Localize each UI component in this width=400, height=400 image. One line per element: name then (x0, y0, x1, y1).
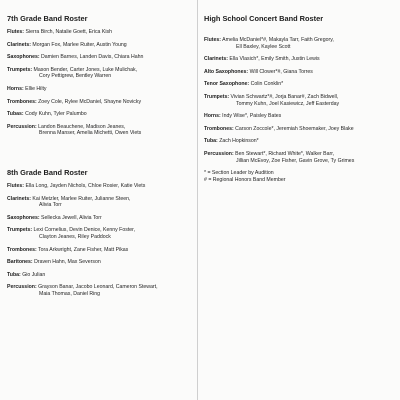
member-names: Mason Bender, Carter Jones, Luke Mulichak, (33, 66, 138, 73)
roster-entry (7, 259, 194, 266)
member-names: Morgan Fox, Marlee Ruiter, Austin Young (32, 41, 127, 48)
roster-entry (204, 81, 396, 88)
instrument-label: Baritones: (7, 259, 33, 266)
instrument-label: Trombones: (204, 125, 234, 132)
instrument-label: Percussion: (7, 123, 37, 130)
instrument-label: Saxophones: (7, 54, 40, 61)
roster-entry (204, 113, 396, 120)
roster-entry (204, 56, 396, 63)
roster-entry (7, 183, 194, 190)
instrument-label: Flutes: (7, 29, 25, 35)
member-names: Ella Vlasich*, Emily Smith, Justin Lewis (229, 56, 320, 63)
roster-entry (7, 124, 194, 137)
hs-title: High School Concert Band Roster (204, 14, 324, 23)
member-names-continued: Alivia Torr (39, 202, 62, 209)
instrument-label: Tuba: (7, 271, 21, 278)
member-names-continued: Cory Pettigrew, Bentley Warren (39, 73, 112, 80)
member-names: Ella Long, Jayden Nichols, Chloe Rosier, Katie Viets (25, 183, 146, 189)
instrument-label: Flutes: (7, 183, 25, 189)
legend-note: # = Regional Honors Band Member (204, 176, 286, 183)
roster-entry (204, 37, 396, 50)
member-names: Tora Arkwright, Zane Fisher, Matt Pikas (38, 246, 129, 253)
instrument-label: Clarinets: (7, 41, 31, 48)
member-names: Indy Wise*, Paisley Bates (222, 113, 282, 120)
member-names-continued: Ell Baxley, Kaylee Scott (236, 43, 291, 50)
member-names-continued: Tommy Kuhn, Joel Kasiewicz, Jeff Easterday (236, 100, 340, 107)
instrument-label: Trumpets: (7, 66, 33, 73)
instrument-label: Clarinets: (7, 195, 31, 202)
member-names: Ben Stewart*, Richard White*, Walker Barr, (235, 150, 335, 157)
instrument-label: Percussion: (204, 150, 234, 157)
roster-entry (7, 272, 194, 279)
member-names: Vivian Schwartz*#, Jorja Banar#, Zach Bidwell, (230, 93, 339, 100)
member-names: Zoey Cole, Rylee McDaniel, Shayne Novicky (38, 98, 142, 105)
grade8-title: 8th Grade Band Roster (7, 168, 88, 177)
member-names: Sellecka Jewell, Alivia Torr (41, 214, 102, 221)
member-names: Carson Zoccole*, Jeremiah Shoemaker, Joey Blake (235, 125, 354, 132)
member-names-continued: Jillian McEvoy, Zoe Fisher, Gavin Grove, Ty Grimes (236, 157, 355, 164)
legend-note: * = Section Leader by Audition (204, 170, 274, 177)
roster-entry (7, 111, 194, 118)
hs-roster (204, 14, 396, 183)
roster-entry (7, 284, 194, 297)
instrument-label: Trumpets: (204, 93, 230, 100)
roster-entry (204, 69, 396, 76)
roster-entry (7, 227, 194, 240)
member-names: Will Clower*#, Giana Torres (249, 68, 313, 75)
roster-entry (7, 54, 194, 61)
member-names-continued: Maia Thomas, Daniel Ring (39, 290, 101, 297)
roster-entry (204, 94, 396, 107)
roster-entry (7, 99, 194, 106)
member-names: Sierra Birch, Natalie Goett, Erica Kish (25, 29, 112, 35)
instrument-label: Tenor Saxophone: (204, 81, 250, 88)
member-names: Draven Hahn, Max Severson (34, 259, 101, 266)
member-names-continued: Clayton Jeanes, Riley Paddock (39, 233, 111, 240)
roster-entry (7, 67, 194, 80)
column-divider (197, 0, 198, 400)
instrument-label: Tubas: (7, 111, 24, 118)
roster-entry (7, 42, 194, 49)
member-names: Lexi Cornelius, Devin Denice, Kenny Foster, (33, 227, 136, 234)
roster-entry (204, 151, 396, 164)
instrument-label: Tuba: (204, 138, 218, 145)
member-names: Kai Metzler, Marlee Ruiter, Julianne Steen, (32, 195, 131, 202)
roster-entry (204, 138, 396, 145)
instrument-label: Flutes: (204, 37, 222, 43)
instrument-label: Clarinets: (204, 56, 228, 63)
member-names: Grayson Banar, Jacobo Leonard, Cameron Stewart, (38, 284, 158, 291)
roster-entry (7, 29, 194, 36)
member-names: Damien Barnes, Landen Davis, Chiara Hahn (41, 54, 144, 61)
member-names: Gio Julian (22, 271, 46, 278)
member-names-continued: Brenna Manser, Amelia Michetti, Owen Viets (39, 130, 142, 137)
instrument-label: Saxophones: (7, 214, 40, 221)
member-names: Zach Hopkinson* (219, 138, 259, 145)
member-names: Cody Kuhn, Tyler Palumbo (25, 111, 87, 118)
member-names: Amelia McDaniel*#, Makayla Tarr, Faith Gregory, (222, 37, 334, 43)
member-names: Ellie Hilty (25, 85, 47, 92)
roster-entry (7, 215, 194, 222)
roster-entry (7, 86, 194, 93)
grade7-title: 7th Grade Band Roster (7, 14, 88, 23)
grade7-roster (7, 14, 194, 137)
instrument-label: Horns: (7, 85, 24, 92)
instrument-label: Percussion: (7, 284, 37, 291)
member-names: Colin Conklin* (250, 81, 284, 88)
instrument-label: Trombones: (7, 98, 37, 105)
member-names: Landon Beauchene, Madison Jeanes, (38, 123, 126, 130)
grade8-roster (7, 168, 194, 298)
roster-entry (7, 196, 194, 209)
instrument-label: Trumpets: (7, 227, 33, 234)
instrument-label: Alto Saxophones: (204, 68, 249, 75)
instrument-label: Trombones: (7, 246, 37, 253)
instrument-label: Horns: (204, 113, 221, 120)
legend-notes (204, 170, 396, 183)
roster-entry (7, 247, 194, 254)
roster-entry (204, 126, 396, 133)
